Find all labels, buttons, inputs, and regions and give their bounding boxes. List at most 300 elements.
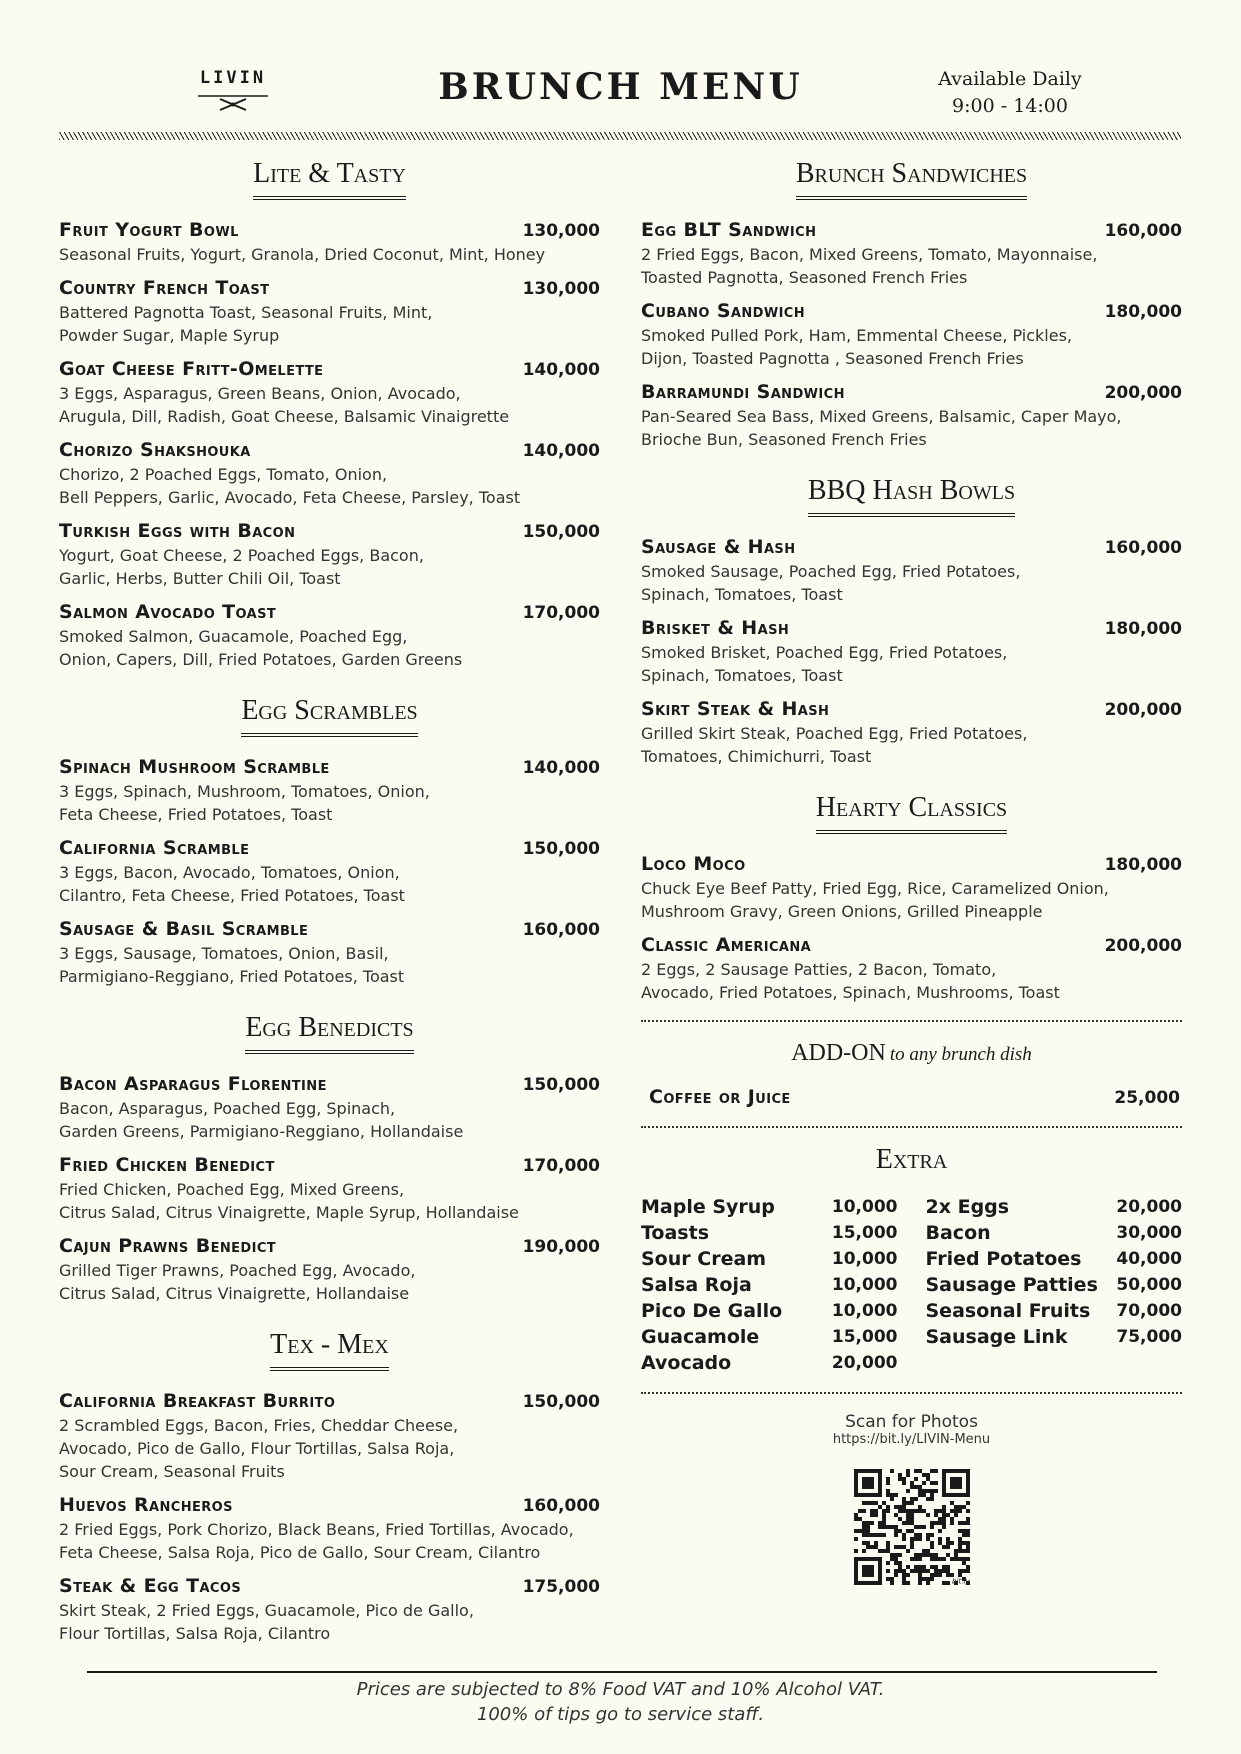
extra-item-price: 10,000: [831, 1301, 898, 1321]
extra-grid: [641, 1194, 1182, 1376]
qr-module: [958, 1529, 962, 1533]
menu-item-name: Classic Americana: [641, 934, 812, 956]
qr-module: [906, 1549, 910, 1553]
menu-section: [59, 1012, 600, 1305]
right-sections: [641, 158, 1182, 1004]
menu-item-description: Smoked Brisket, Poached Egg, Fried Potatoes, Spinach, Tomatoes, Toast: [641, 643, 1008, 685]
qr-module: [930, 1545, 934, 1549]
scan-title: Scan for Photos: [845, 1412, 978, 1432]
section-title-text: Tex - Mex: [270, 1329, 389, 1371]
qr-module: [854, 1517, 858, 1521]
qr-module: [862, 1565, 874, 1577]
qr-module: [950, 1509, 954, 1513]
menu-item: [641, 299, 1182, 370]
menu-item-header: [59, 917, 600, 942]
qr-module: [946, 1581, 950, 1585]
qr-module: [918, 1565, 922, 1569]
qr-module: [958, 1569, 962, 1573]
qr-module: [910, 1521, 914, 1525]
dotted-divider: [641, 1126, 1182, 1128]
qr-module: [938, 1529, 942, 1533]
qr-module: [962, 1561, 966, 1565]
section-title-text: Egg Benedicts: [245, 1012, 413, 1054]
qr-module: [942, 1505, 946, 1509]
qr-module: [878, 1505, 882, 1509]
menu-item: [59, 1574, 600, 1645]
qr-module: [890, 1497, 894, 1501]
qr-module: [958, 1557, 962, 1561]
section-title-text: Lite & Tasty: [253, 158, 406, 200]
qr-module: [930, 1553, 934, 1557]
qr-module: [862, 1501, 866, 1505]
qr-module: [898, 1529, 902, 1533]
qr-module: [962, 1557, 966, 1561]
qr-module: [934, 1553, 938, 1557]
qr-module: [914, 1569, 918, 1573]
qr-module: [910, 1485, 914, 1489]
qr-module: [930, 1541, 934, 1545]
menu-item-header: [641, 535, 1182, 560]
menu-item-description: Chuck Eye Beef Patty, Fried Egg, Rice, Caramelized Onion, Mushroom Gravy, Green Onions, Grilled Pineapple: [641, 879, 1109, 921]
qr-module: [930, 1489, 934, 1493]
left-column: [59, 158, 600, 1655]
qr-module: [918, 1489, 922, 1493]
menu-item-header: [59, 836, 600, 861]
qr-module: [934, 1521, 938, 1525]
qr-module: [918, 1525, 922, 1529]
qr-module: [894, 1561, 898, 1565]
qr-module: [886, 1545, 890, 1549]
qr-module: [894, 1505, 898, 1509]
extra-column-2: [926, 1194, 1183, 1376]
qr-module: [958, 1509, 962, 1513]
menu-item: [59, 755, 600, 826]
menu-item: [59, 438, 600, 509]
menu-item-header: [59, 600, 600, 625]
qr-module: [910, 1509, 914, 1513]
menu-item-price: 180,000: [1104, 855, 1182, 875]
menu-item: [59, 218, 600, 266]
header-divider: [59, 132, 1181, 140]
qr-module: [926, 1489, 930, 1493]
qr-module: [870, 1509, 874, 1513]
qr-module: [878, 1533, 882, 1537]
qr-module: [938, 1517, 942, 1521]
qr-module: [942, 1565, 946, 1569]
qr-module: [882, 1517, 886, 1521]
qr-module: [902, 1509, 906, 1513]
menu-item-price: 175,000: [522, 1577, 600, 1597]
menu-item-header: [59, 519, 600, 544]
qr-module: [886, 1493, 890, 1497]
extra-item: [926, 1272, 1183, 1298]
qr-module: [958, 1545, 962, 1549]
qr-module: [898, 1545, 902, 1549]
qr-module: [958, 1549, 962, 1553]
qr-module: [918, 1553, 922, 1557]
qr-module: [886, 1561, 890, 1565]
qr-module: [922, 1565, 926, 1569]
menu-item: [59, 917, 600, 988]
page-title: BRUNCH MENU: [438, 66, 803, 108]
extra-item-name: Sausage Link: [925, 1326, 1068, 1348]
qr-module: [854, 1537, 858, 1541]
qr-module: [866, 1521, 870, 1525]
qr-module: [862, 1533, 866, 1537]
menu-item-description: Smoked Salmon, Guacamole, Poached Egg, Onion, Capers, Dill, Fried Potatoes, Garden Greens: [59, 627, 463, 669]
menu-item-name: Cajun Prawns Benedict: [59, 1235, 277, 1257]
menu-item-header: [59, 1153, 600, 1178]
extra-item-price: 20,000: [1116, 1197, 1182, 1217]
extra-item-name: Guacamole: [641, 1326, 760, 1348]
menu-item: [641, 697, 1182, 768]
qr-module: [878, 1521, 882, 1525]
qr-module: [926, 1569, 930, 1573]
menu-item-header: [641, 852, 1182, 877]
qr-module: [858, 1509, 862, 1513]
extra-item-name: Salsa Roja: [641, 1274, 752, 1296]
menu-item-description: 3 Eggs, Spinach, Mushroom, Tomatoes, Onion, Feta Cheese, Fried Potatoes, Toast: [59, 782, 430, 824]
qr-module: [942, 1517, 946, 1521]
qr-module: [966, 1569, 970, 1573]
qr-module: [894, 1533, 898, 1537]
extra-item: [641, 1246, 898, 1272]
availability: [905, 66, 1115, 120]
qr-module: [906, 1529, 910, 1533]
menu-item-description: Smoked Pulled Pork, Ham, Emmental Cheese, Pickles, Dijon, Toasted Pagnotta , Seasoned French Fries: [641, 326, 1073, 368]
menu-item: [641, 535, 1182, 606]
qr-module: [906, 1565, 910, 1569]
qr-module: [942, 1569, 946, 1573]
addon-title: [641, 1040, 1182, 1067]
qr-module: [918, 1505, 922, 1509]
scan-section: [641, 1412, 1182, 1585]
extra-item-name: Toasts: [641, 1222, 710, 1244]
qr-module: [894, 1553, 898, 1557]
menu-item-description: 2 Fried Eggs, Pork Chorizo, Black Beans, Fried Tortillas, Avocado, Feta Cheese, Salsa Roja, Pico de Gallo, Sour Cream, Cilantro: [59, 1520, 574, 1562]
qr-module: [934, 1481, 938, 1485]
qr-module: [966, 1521, 970, 1525]
qr-module: [930, 1497, 934, 1501]
extra-item-price: 20,000: [831, 1353, 898, 1373]
qr-module: [882, 1513, 886, 1517]
qr-module: [874, 1545, 878, 1549]
addon-heading: ADD-ON: [791, 1040, 886, 1066]
qr-module: [874, 1509, 878, 1513]
qr-module: [918, 1581, 922, 1585]
qr-module: [902, 1533, 906, 1537]
qr-module: [914, 1537, 918, 1541]
qr-module: [890, 1581, 894, 1585]
qr-module: [946, 1553, 950, 1557]
qr-module: [922, 1525, 926, 1529]
extra-item: [641, 1350, 898, 1376]
qr-module: [914, 1553, 918, 1557]
qr-code-icon[interactable]: [854, 1469, 970, 1585]
menu-item-name: Cubano Sandwich: [641, 300, 806, 322]
extra-item-price: 10,000: [831, 1197, 898, 1217]
section-title-text: Egg Scrambles: [241, 695, 417, 737]
extra-item-price: 10,000: [831, 1275, 898, 1295]
qr-module: [934, 1489, 938, 1493]
qr-module: [934, 1569, 938, 1573]
dotted-divider: [641, 1020, 1182, 1022]
menu-item: [59, 519, 600, 590]
menu-item-price: 160,000: [1104, 538, 1182, 558]
menu-item-description: Bacon, Asparagus, Poached Egg, Spinach, Garden Greens, Parmigiano-Reggiano, Hollandaise: [59, 1099, 464, 1141]
qr-module: [922, 1553, 926, 1557]
qr-module: [906, 1509, 910, 1513]
qr-module: [934, 1509, 938, 1513]
footer-divider: [87, 1671, 1157, 1673]
qr-module: [930, 1573, 934, 1577]
qr-module: [870, 1501, 874, 1505]
qr-module: [882, 1521, 886, 1525]
extra-item-price: 40,000: [1116, 1249, 1182, 1269]
qr-module: [922, 1549, 926, 1553]
qr-module: [918, 1469, 922, 1473]
menu-item-description: 2 Eggs, 2 Sausage Patties, 2 Bacon, Tomato, Avocado, Fried Potatoes, Spinach, Mushrooms, Toast: [641, 960, 1060, 1002]
qr-module: [966, 1541, 970, 1545]
qr-module: [930, 1521, 934, 1525]
qr-module: [962, 1529, 966, 1533]
qr-module: [942, 1557, 946, 1561]
qr-module: [954, 1505, 958, 1509]
menu-item-header: [59, 276, 600, 301]
qr-module: [886, 1481, 890, 1485]
qr-module: [902, 1537, 906, 1541]
menu-item: [59, 1493, 600, 1564]
menu-section: [641, 792, 1182, 1004]
qr-module: [926, 1553, 930, 1557]
qr-module: [866, 1501, 870, 1505]
qr-module: [854, 1549, 858, 1553]
qr-module: [934, 1513, 938, 1517]
qr-module: [910, 1569, 914, 1573]
menu-item-description: Grilled Tiger Prawns, Poached Egg, Avocado, Citrus Salad, Citrus Vinaigrette, Hollandaise: [59, 1261, 416, 1303]
qr-module: [930, 1565, 934, 1569]
menu-item-name: California Breakfast Burrito: [59, 1390, 336, 1412]
qr-module: [866, 1529, 870, 1533]
qr-module: [890, 1557, 894, 1561]
qr-label: bit.ly: [951, 1576, 970, 1585]
qr-module: [902, 1505, 906, 1509]
menu-item-header: [59, 218, 600, 243]
qr-module: [862, 1521, 866, 1525]
extra-item-name: Sausage Patties: [925, 1274, 1098, 1296]
menu-item-header: [641, 218, 1182, 243]
qr-module: [922, 1577, 926, 1581]
qr-module: [910, 1537, 914, 1541]
addon-subtitle: to any brunch dish: [889, 1044, 1032, 1065]
menu-item-description: 3 Eggs, Asparagus, Green Beans, Onion, Avocado, Arugula, Dill, Radish, Goat Cheese, Balsamic Vinaigrette: [59, 384, 510, 426]
qr-module: [938, 1541, 942, 1545]
scan-url[interactable]: https://bit.ly/LIVIN-Menu: [832, 1432, 991, 1447]
extra-item: [641, 1324, 898, 1350]
qr-module: [922, 1473, 926, 1477]
menu-item-name: Sausage & Basil Scramble: [59, 918, 309, 940]
qr-module: [894, 1525, 898, 1529]
extra-item-price: 30,000: [1116, 1223, 1182, 1243]
qr-module: [870, 1545, 874, 1549]
qr-module: [966, 1509, 970, 1513]
menu-item: [59, 1389, 600, 1483]
qr-module: [914, 1533, 918, 1537]
menu-section: [641, 158, 1182, 451]
menu-item-header: [59, 357, 600, 382]
menu-item-name: Turkish Eggs with Bacon: [59, 520, 296, 542]
menu-item-header: [641, 380, 1182, 405]
qr-module: [902, 1577, 906, 1581]
qr-module: [918, 1509, 922, 1513]
menu-item-price: 150,000: [522, 522, 600, 542]
section-title-text: Brunch Sandwiches: [796, 158, 1027, 200]
qr-module: [966, 1565, 970, 1569]
menu-item-price: 140,000: [522, 360, 600, 380]
extra-item: [641, 1220, 898, 1246]
qr-module: [950, 1501, 954, 1505]
menu-item-name: Country French Toast: [59, 277, 270, 299]
qr-module: [866, 1525, 870, 1529]
menu-item: [641, 616, 1182, 687]
qr-module: [942, 1581, 946, 1585]
menu-item: [59, 1072, 600, 1143]
qr-module: [886, 1569, 890, 1573]
menu-item-price: 200,000: [1104, 383, 1182, 403]
section-title: [59, 1329, 600, 1371]
qr-module: [950, 1541, 954, 1545]
qr-module: [894, 1569, 898, 1573]
qr-module: [966, 1533, 970, 1537]
footer-vat-note: Prices are subjected to 8% Food VAT and 10% Alcohol VAT.: [356, 1679, 885, 1700]
menu-item-description: 3 Eggs, Sausage, Tomatoes, Onion, Basil, Parmigiano-Reggiano, Fried Potatoes, Toast: [59, 944, 405, 986]
menu-item-name: Brisket & Hash: [641, 617, 790, 639]
section-title-text: BBQ Hash Bowls: [808, 475, 1015, 517]
qr-module: [962, 1533, 966, 1537]
qr-module: [870, 1521, 874, 1525]
qr-module: [890, 1525, 894, 1529]
qr-module: [910, 1501, 914, 1505]
qr-module: [958, 1541, 962, 1545]
qr-module: [958, 1505, 962, 1509]
qr-module: [882, 1549, 886, 1553]
menu-item-price: 180,000: [1104, 619, 1182, 639]
qr-module: [910, 1541, 914, 1545]
qr-module: [890, 1577, 894, 1581]
menu-item-description: Grilled Skirt Steak, Poached Egg, Fried Potatoes, Tomatoes, Chimichurri, Toast: [641, 724, 1028, 766]
menu-item-header: [641, 299, 1182, 324]
qr-module: [898, 1505, 902, 1509]
menu-item-header: [59, 1574, 600, 1599]
qr-module: [926, 1497, 930, 1501]
extra-item-price: 15,000: [831, 1223, 898, 1243]
qr-module: [882, 1501, 886, 1505]
qr-module: [914, 1525, 918, 1529]
menu-item: [59, 357, 600, 428]
qr-module: [946, 1537, 950, 1541]
qr-module: [922, 1509, 926, 1513]
qr-module: [886, 1477, 890, 1481]
qr-module: [922, 1489, 926, 1493]
menu-item-header: [641, 933, 1182, 958]
qr-module: [906, 1489, 910, 1493]
qr-module: [966, 1529, 970, 1533]
qr-module: [966, 1545, 970, 1549]
qr-module: [942, 1545, 946, 1549]
menu-item-description: Yogurt, Goat Cheese, 2 Poached Eggs, Bacon, Garlic, Herbs, Butter Chili Oil, Toast: [59, 546, 424, 588]
qr-module: [898, 1565, 902, 1569]
qr-module: [910, 1545, 914, 1549]
qr-module: [902, 1521, 906, 1525]
qr-module: [886, 1525, 890, 1529]
qr-module: [918, 1569, 922, 1573]
menu-item: [59, 276, 600, 347]
qr-module: [938, 1569, 942, 1573]
menu-item-description: Battered Pagnotta Toast, Seasonal Fruits, Mint, Powder Sugar, Maple Syrup: [59, 303, 433, 345]
section-title: [59, 1012, 600, 1054]
qr-module: [894, 1529, 898, 1533]
menu-item: [641, 933, 1182, 1004]
qr-module: [862, 1477, 874, 1489]
qr-module: [902, 1501, 906, 1505]
qr-module: [858, 1517, 862, 1521]
menu-item-price: 150,000: [522, 839, 600, 859]
qr-module: [926, 1477, 930, 1481]
menu-item: [59, 1153, 600, 1224]
menu-item-price: 130,000: [522, 279, 600, 299]
qr-module: [902, 1477, 906, 1481]
qr-module: [882, 1533, 886, 1537]
qr-module: [902, 1545, 906, 1549]
qr-module: [906, 1573, 910, 1577]
qr-module: [938, 1521, 942, 1525]
extra-item-price: 70,000: [1116, 1301, 1182, 1321]
menu-item: [641, 380, 1182, 451]
extra-item-name: Pico De Gallo: [641, 1300, 783, 1322]
qr-module: [934, 1573, 938, 1577]
qr-module: [962, 1549, 966, 1553]
qr-module: [866, 1545, 870, 1549]
extra-item: [926, 1246, 1183, 1272]
qr-module: [930, 1481, 934, 1485]
menu-item-description: Fried Chicken, Poached Egg, Mixed Greens, Citrus Salad, Citrus Vinaigrette, Maple Syrup, Hollandaise: [59, 1180, 519, 1222]
menu-item: [59, 1234, 600, 1305]
qr-module: [906, 1517, 910, 1521]
extra-item-name: Maple Syrup: [641, 1196, 775, 1218]
menu-item-header: [59, 1493, 600, 1518]
menu-item-price: 170,000: [522, 603, 600, 623]
qr-module: [906, 1521, 910, 1525]
qr-module: [862, 1525, 866, 1529]
menu-item-price: 160,000: [522, 920, 600, 940]
menu-item-name: Egg BLT Sandwich: [641, 219, 817, 241]
qr-module: [962, 1521, 966, 1525]
qr-module: [962, 1541, 966, 1545]
qr-module: [958, 1521, 962, 1525]
qr-module: [870, 1513, 874, 1517]
qr-module: [910, 1513, 914, 1517]
menu-item-name: Goat Cheese Fritt-Omelette: [59, 358, 324, 380]
qr-module: [922, 1493, 926, 1497]
availability-hours: 9:00 - 14:00: [952, 95, 1068, 117]
menu-item-description: Skirt Steak, 2 Fried Eggs, Guacamole, Pico de Gallo, Flour Tortillas, Salsa Roja, Cilantro: [59, 1601, 474, 1643]
menu-item: [59, 836, 600, 907]
qr-module: [910, 1481, 914, 1485]
qr-module: [938, 1509, 942, 1513]
menu-item: [59, 600, 600, 671]
qr-module: [966, 1549, 970, 1553]
qr-module: [926, 1549, 930, 1553]
